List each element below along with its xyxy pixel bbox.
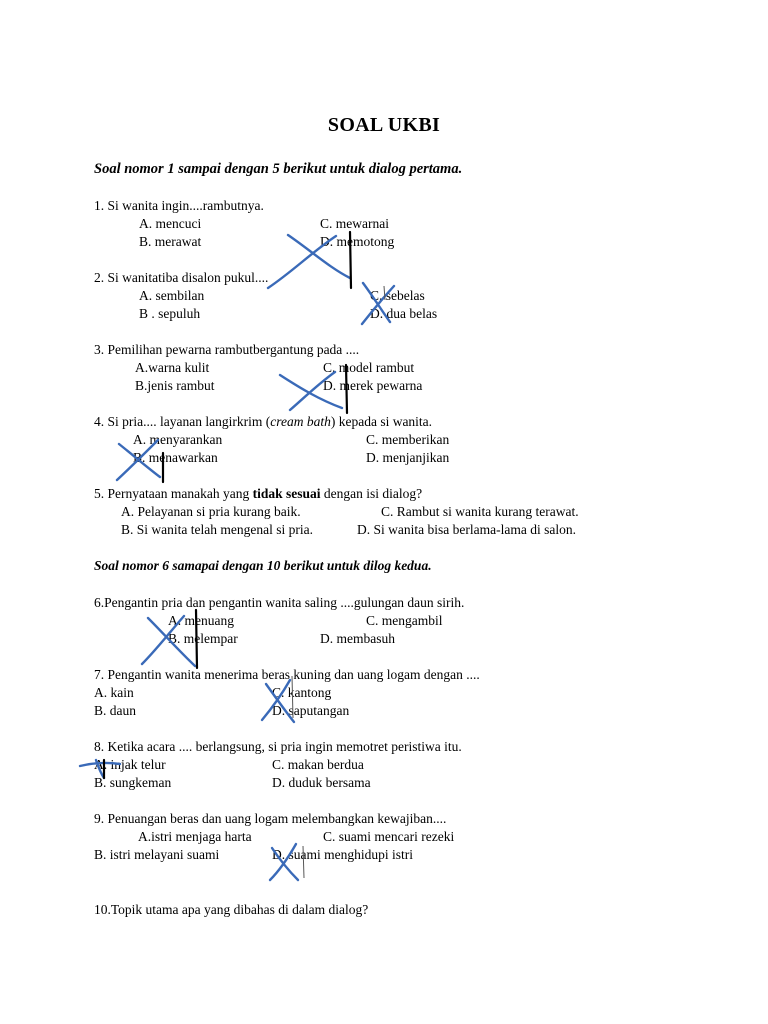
question-stem: 8. Ketika acara .... berlangsung, si pria ingin memotret peristiwa itu. [94, 739, 462, 754]
question-stem: 10.Topik utama apa yang dibahas di dalam dialog? [94, 902, 369, 917]
option-c: C. model rambut [323, 360, 415, 375]
option-b: B. daun [94, 703, 136, 718]
question-stem: 9. Penuangan beras dan uang logam melembangkan kewajiban.... [94, 811, 447, 826]
option-c: C. memberikan [366, 432, 450, 447]
question-stem: 7. Pengantin wanita menerima beras kuning dan uang logam dengan .... [94, 667, 480, 682]
option-d: D. merek pewarna [323, 378, 423, 393]
option-a: A. Pelayanan si pria kurang baik. [121, 504, 301, 519]
option-b: B. sungkeman [94, 775, 172, 790]
option-b: B. merawat [139, 234, 202, 249]
option-d: D. membasuh [320, 631, 395, 646]
option-d: D. dua belas [370, 306, 438, 321]
question-stem: 4. Si pria.... layanan langirkrim (cream bath) kepada si wanita. [94, 414, 433, 429]
question-stem: 2. Si wanitatiba disalon pukul.... [94, 270, 269, 285]
page-title: SOAL UKBI [327, 114, 441, 136]
option-d: D. menjanjikan [366, 450, 450, 465]
option-a: A.warna kulit [135, 360, 210, 375]
option-a: A. mencuci [139, 216, 202, 231]
question-stem: 5. Pernyataan manakah yang tidak sesuai dengan isi dialog? [94, 486, 423, 501]
option-a: A. kain [94, 685, 134, 700]
option-d: D. duduk bersama [272, 775, 371, 790]
option-d: D. saputangan [272, 703, 350, 718]
option-c: C. makan berdua [272, 757, 364, 772]
option-a: A. injak telur [94, 757, 166, 772]
option-b: B.jenis rambut [135, 378, 215, 393]
question-stem: 1. Si wanita ingin....rambutnya. [94, 198, 264, 213]
option-b: B. istri melayani suami [94, 847, 220, 862]
option-c: C. mengambil [366, 613, 443, 628]
option-d: D. memotong [320, 234, 395, 249]
option-c: C. kantong [272, 685, 332, 700]
option-a: A.istri menjaga harta [138, 829, 252, 844]
question-stem: 3. Pemilihan pewarna rambutbergantung pada .... [94, 342, 360, 357]
section-heading-1: Soal nomor 1 sampai dengan 5 berikut untuk dialog pertama. [94, 161, 463, 177]
option-a: A. sembilan [139, 288, 205, 303]
option-a: A. menyarankan [133, 432, 223, 447]
option-d: D. Si wanita bisa berlama-lama di salon. [357, 522, 576, 537]
option-c: C. suami mencari rezeki [323, 829, 455, 844]
option-c: C. Rambut si wanita kurang terawat. [381, 504, 579, 519]
option-b: B. melempar [168, 631, 238, 646]
section-heading-2: Soal nomor 6 samapai dengan 10 berikut untuk dilog kedua. [94, 558, 432, 573]
option-d: D. suami menghidupi istri [272, 847, 413, 862]
option-b: B. Si wanita telah mengenal si pria. [121, 522, 313, 537]
option-a: A. menuang [168, 613, 234, 628]
option-c: C. mewarnai [320, 216, 389, 231]
option-b: B. menawarkan [133, 450, 218, 465]
option-c: C. sebelas [370, 288, 425, 303]
question-stem: 6.Pengantin pria dan pengantin wanita saling ....gulungan daun sirih. [94, 595, 465, 610]
question-emphasis: tidak sesuai [252, 486, 321, 501]
option-b: B . sepuluh [139, 306, 201, 321]
question-emphasis: cream bath [270, 414, 331, 429]
